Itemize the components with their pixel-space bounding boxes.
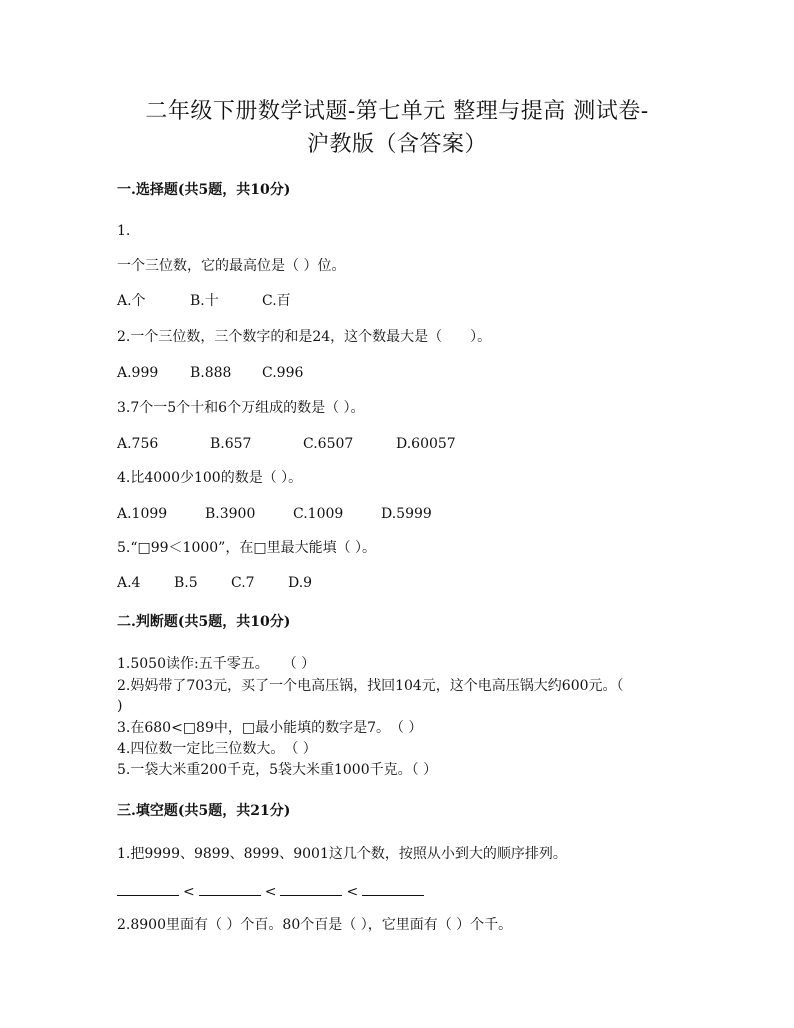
s1-q5-option-a: A.4 [117,575,141,591]
s3-q1-text: 1.把9999、9899、8999、9001这几个数，按照从小到大的顺序排列。 [117,846,567,862]
s2-item-1: 1.5050读作:五千零五。 （ ） [117,656,316,672]
s2-item-3: 3.在680<□89中，□最小能填的数字是7。 （ ） [117,720,423,736]
answer-blank[interactable] [199,881,261,896]
s1-q1-number: 1. [117,223,131,239]
less-than-sign: < [346,884,359,900]
section1-heading: 一.选择题(共5题，共10分) [117,182,291,198]
s1-q4-option-a: A.1099 [117,506,168,522]
s1-q3-option-c: C.6507 [303,436,354,452]
s1-q1-option-a: A.个 [117,293,146,309]
s1-q1-option-b: B.十 [190,293,219,309]
less-than-sign: < [183,884,195,900]
s2-item-4: 4.四位数一定比三位数大。 （ ） [117,741,317,757]
s1-q1-option-c: C.百 [262,293,291,309]
s1-q1-text: 一个三位数，它的最高位是（ ）位。 [117,258,346,274]
s2-item-5: 5.一袋大米重200千克，5袋大米重1000千克。（ ） [117,762,438,778]
page-title-line2: 沪教版（含答案） [306,132,487,157]
s3-q1-answer-row [117,881,424,901]
s1-q5-text: 5.“□99＜1000”，在□里最大能填（ ）。 [117,540,377,556]
s1-q2-option-c: C.996 [262,365,304,381]
answer-blank[interactable] [362,881,424,896]
answer-blank[interactable] [117,881,179,896]
s2-item-2: 2.妈妈带了703元，买了一个电高压锅，找回104元，这个电高压锅大约600元。（ [117,678,624,694]
s1-q4-text: 4.比4000少100的数是（ ）。 [117,470,303,486]
s1-q2-option-b: B.888 [190,365,232,381]
s1-q3-option-d: D.60057 [396,436,456,452]
s1-q5-option-d: D.9 [288,575,313,591]
answer-blank[interactable] [280,881,342,896]
less-than-sign: < [264,884,277,900]
page-title-line1: 二年级下册数学试题-第七单元 整理与提高 测试卷- [145,99,649,124]
s1-q5-option-b: B.5 [174,575,198,591]
s1-q5-option-c: C.7 [231,575,255,591]
s1-q3-option-b: B.657 [210,436,252,452]
s3-q2-text: 2.8900里面有（ ）个百。80个百是（ ），它里面有（ ）个千。 [117,917,513,933]
section2-heading: 二.判断题(共5题，共10分) [117,614,291,630]
s2-item-2-cont: ) [117,698,123,714]
s1-q3-text: 3.7个一5个十和6个万组成的数是（ ）。 [117,400,365,416]
s1-q2-option-a: A.999 [117,365,159,381]
s1-q2-text: 2.一个三位数，三个数字的和是24，这个数最大是（ ）。 [117,329,492,345]
s1-q4-option-d: D.5999 [381,506,432,522]
s1-q4-option-c: C.1009 [293,506,344,522]
s1-q3-option-a: A.756 [117,436,159,452]
s1-q4-option-b: B.3900 [205,506,256,522]
section3-heading: 三.填空题(共5题，共21分) [117,803,291,819]
